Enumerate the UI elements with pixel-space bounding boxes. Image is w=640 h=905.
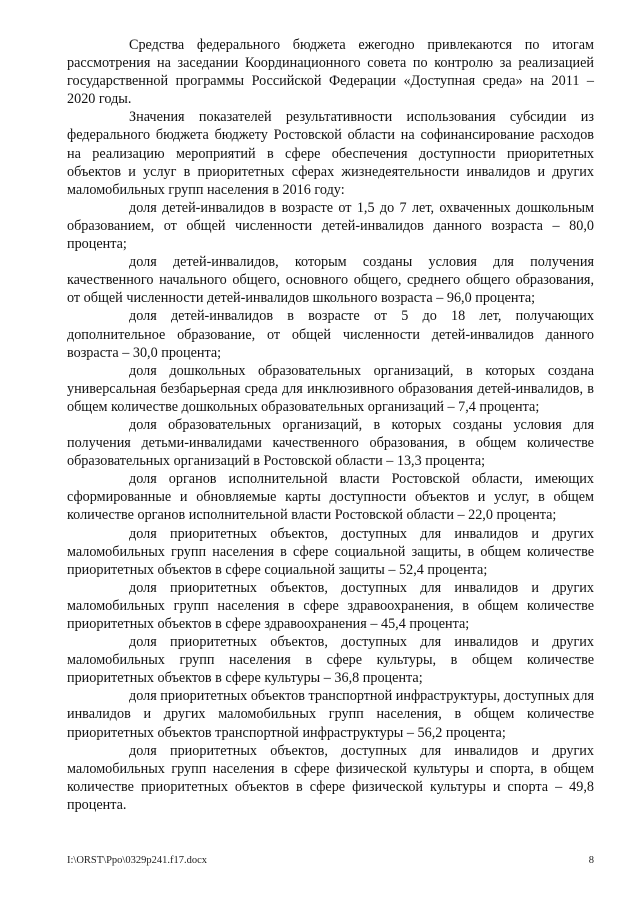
page-footer bbox=[67, 855, 594, 866]
page-number: 8 bbox=[588, 855, 594, 866]
list-item: доля приоритетных объектов, доступных для инвалидов и других маломобильных групп населения в сфере культуры, в общем количестве приоритетных объектов в сфере культуры – 36,8 процента; bbox=[67, 634, 594, 687]
document-body bbox=[67, 36, 594, 814]
list-item: доля детей-инвалидов в возрасте от 1,5 до 7 лет, охваченных дошкольным образованием, от общей численности детей-инвалидов данного возраста – 80,0 процента; bbox=[67, 199, 594, 253]
list-item: доля приоритетных объектов, доступных для инвалидов и других маломобильных групп населения в сфере физической культуры и спорта, в общем количестве приоритетных объектов в сфере физической культуры и спорта – 49,8 процента. bbox=[67, 742, 594, 813]
list-item: доля органов исполнительной власти Ростовской области, имеющих сформированные и обновляемые карты доступности объектов и услуг, в общем количестве органов исполнительной власти Ростовской области – 22,0 процента; bbox=[67, 471, 594, 524]
list-item: доля приоритетных объектов, доступных для инвалидов и других маломобильных групп населения в сфере социальной защиты, в общем количестве приоритетных объектов в сфере социальной защиты – 52,4 процента; bbox=[67, 525, 594, 578]
list-item: доля дошкольных образовательных организаций, в которых создана универсальная безбарьерная среда для инклюзивного образования детей-инвалидов, в общем количестве дошкольных образовательных организаций – 7,4 процента; bbox=[67, 362, 594, 415]
file-path: I:\ORST\Ppo\0329p241.f17.docx bbox=[67, 855, 208, 866]
list-item: доля приоритетных объектов транспортной инфраструктуры, доступных для инвалидов и других маломобильных групп населения, в общем количестве приоритетных объектов транспортной инфраструктуры – 56,2 процента; bbox=[67, 688, 594, 741]
paragraph: Значения показателей результативности использования субсидии из федерального бюджета бюджету Ростовской области на софинансирование расходов на реализацию мероприятий в сфере обеспечения доступности приоритетных объектов и услуг в приоритетных сферах жизнедеятельности инвалидов и других маломобильных групп населения в 2016 году: bbox=[67, 109, 594, 198]
list-item: доля детей-инвалидов в возрасте от 5 до 18 лет, получающих дополнительное образование, от общей численности детей-инвалидов данного возраста – 30,0 процента; bbox=[67, 308, 594, 361]
list-item: доля образовательных организаций, в которых созданы условия для получения детьми-инвалидами качественного образования, в общем количестве образовательных организаций в Ростовской области – 13,3 процента; bbox=[67, 416, 594, 470]
list-item: доля приоритетных объектов, доступных для инвалидов и других маломобильных групп населения в сфере здравоохранения, в общем количестве приоритетных объектов в сфере здравоохранения – 45,4 процента; bbox=[67, 579, 594, 632]
list-item: доля детей-инвалидов, которым созданы условия для получения качественного начального общего, основного общего, среднего общего образования, от общей численности детей-инвалидов школьного возраста – 96,0 процента; bbox=[67, 254, 594, 307]
paragraph: Средства федерального бюджета ежегодно привлекаются по итогам рассмотрения на заседании Координационного совета по контролю за реализацией государственной программы Российской Федерации «Доступная среда» на 2011 – 2020 годы. bbox=[67, 37, 594, 108]
